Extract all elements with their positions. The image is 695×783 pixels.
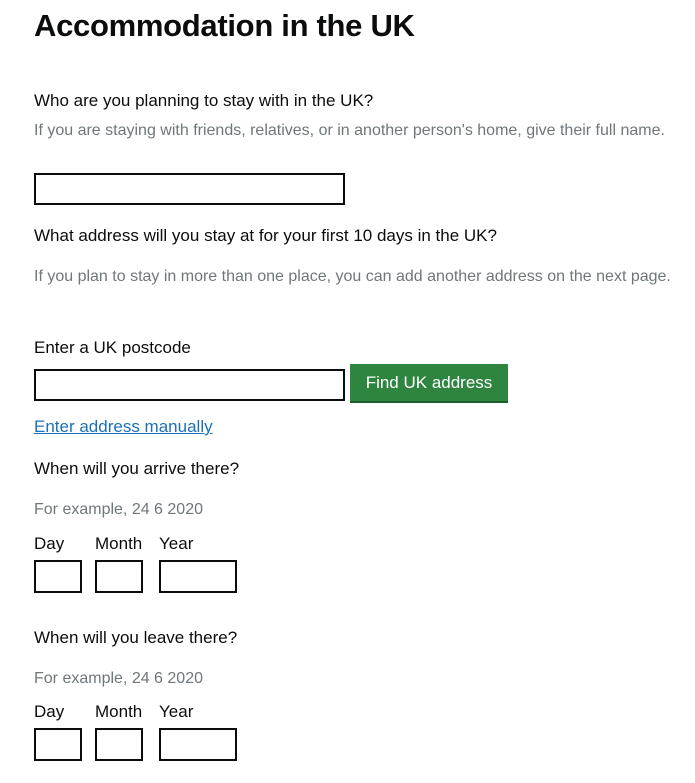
arrive-year-label: Year <box>159 534 194 553</box>
stay-with-name-input[interactable] <box>34 173 345 205</box>
arrive-month-label: Month <box>95 534 143 553</box>
address-question: What address will you stay at for your first 10 days in the UK? <box>34 226 497 245</box>
find-uk-address-button[interactable]: Find UK address <box>350 364 508 401</box>
arrive-day-input[interactable] <box>34 560 82 593</box>
enter-address-manually-link[interactable]: Enter address manually <box>34 417 213 436</box>
leave-year-input[interactable] <box>159 728 237 761</box>
leave-month-label: Month <box>95 702 143 721</box>
leave-year-label: Year <box>159 702 194 721</box>
arrive-month-input[interactable] <box>95 560 143 593</box>
leave-month-input[interactable] <box>95 728 143 761</box>
arrive-day-label: Day <box>34 534 65 553</box>
postcode-input[interactable] <box>34 369 345 401</box>
page-title: Accommodation in the UK <box>34 8 415 43</box>
leave-day-label: Day <box>34 702 65 721</box>
stay-with-question: Who are you planning to stay with in the UK? <box>34 91 374 110</box>
arrive-question: When will you arrive there? <box>34 459 240 478</box>
stay-with-hint: If you are staying with friends, relatives, or in another person's home, give their full name. <box>34 122 665 139</box>
leave-hint: For example, 24 6 2020 <box>34 670 203 687</box>
arrive-year-input[interactable] <box>159 560 237 593</box>
leave-day-input[interactable] <box>34 728 82 761</box>
address-hint: If you plan to stay in more than one place, you can add another address on the next page. <box>34 268 671 285</box>
postcode-label: Enter a UK postcode <box>34 338 191 357</box>
arrive-hint: For example, 24 6 2020 <box>34 501 203 518</box>
leave-question: When will you leave there? <box>34 628 238 647</box>
